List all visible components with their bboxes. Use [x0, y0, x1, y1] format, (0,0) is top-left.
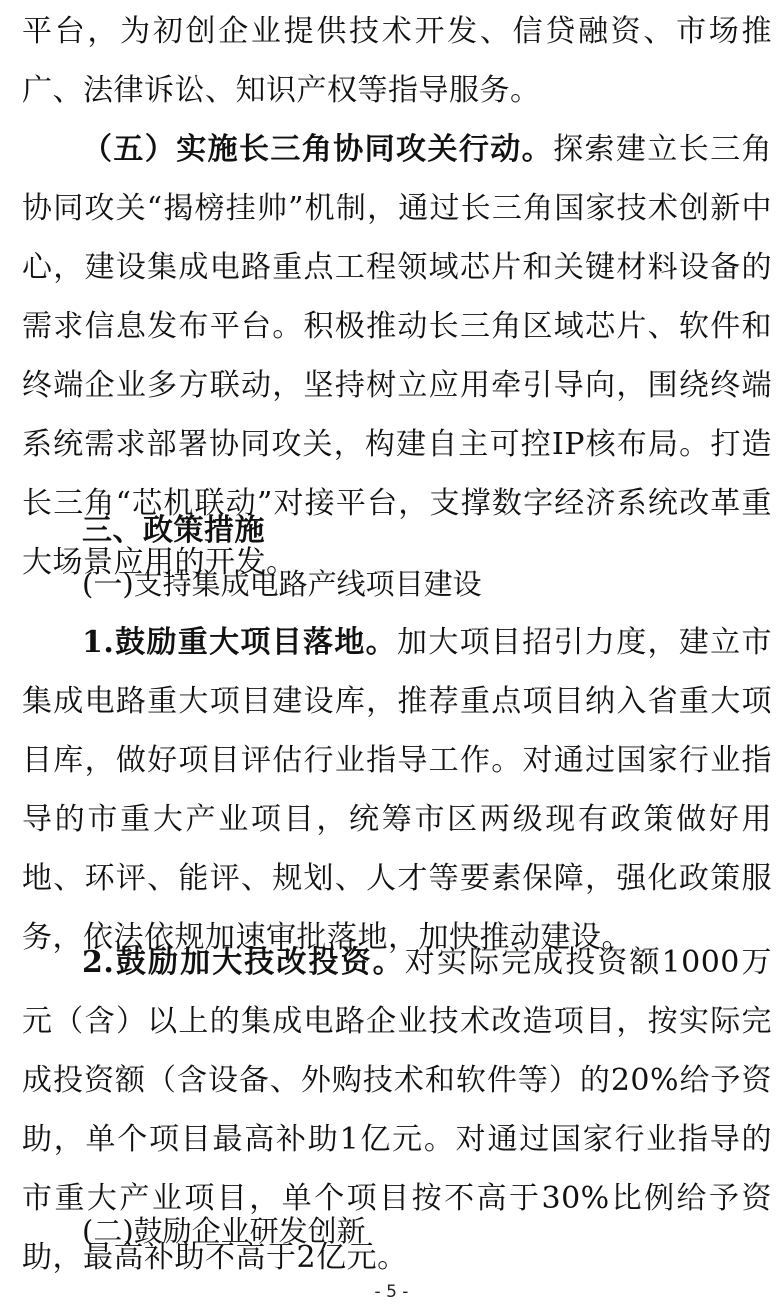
item-body: 加大项目招引力度，建立市集成电路重大项目建设库，推荐重点项目纳入省重大项目库，做好项目评估行业指导工作。对通过国家行业指导的市重大产业项目，统筹市区两级现有政策做好用地、环评、能评、规划、人才等要素保障，强化政策服务，依法依规加速审批落地，加快推动建设。	[22, 625, 772, 955]
item-lead-heading: 2.鼓励加大技改投资。	[82, 945, 405, 980]
paragraph-text: 平台，为初创企业提供技术开发、信贷融资、市场推广、法律诉讼、知识产权等指导服务。	[22, 14, 772, 108]
paragraph-body: 探索建立长三角协同攻关“揭榜挂帅”机制，通过长三角国家技术创新中心，建设集成电路重点工程领域芯片和关键材料设备的需求信息发布平台。积极推动长三角区域芯片、软件和终端企业多方联动，坚持树立应用牵引导向，围绕终端系统需求部署协同攻关，构建自主可控IP核布局。打造长三角“芯机联动”对接平台，支撑数字经济系统改革重大场景应用的开发。	[22, 132, 773, 580]
section-title: 三、政策措施	[82, 513, 265, 548]
subsection-title: (一)支持集成电路产线项目建设	[82, 567, 482, 601]
paragraph-lead-heading: （五）实施长三角协同攻关行动。	[82, 132, 554, 167]
subsection-heading-rd-innovation	[22, 1202, 772, 1261]
subsection-title: (二)鼓励企业研发创新	[82, 1214, 366, 1248]
page-number: - 5 -	[374, 1282, 409, 1302]
item-major-projects	[22, 613, 772, 967]
subsection-heading-production-lines	[22, 555, 772, 614]
section-heading-policy-measures	[22, 501, 772, 560]
paragraph-continuation	[22, 2, 772, 120]
item-lead-heading: 1.鼓励重大项目落地。	[82, 625, 397, 660]
item-body: 对实际完成投资额1000万元（含）以上的集成电路企业技术改造项目，按实际完成投资额（含设备、外购技术和软件等）的20%给予资助，单个项目最高补助1亿元。对通过国家行业指导的市重大产业项目，单个项目按不高于30%比例给予资助，最高补助不高于2亿元。	[22, 945, 772, 1275]
